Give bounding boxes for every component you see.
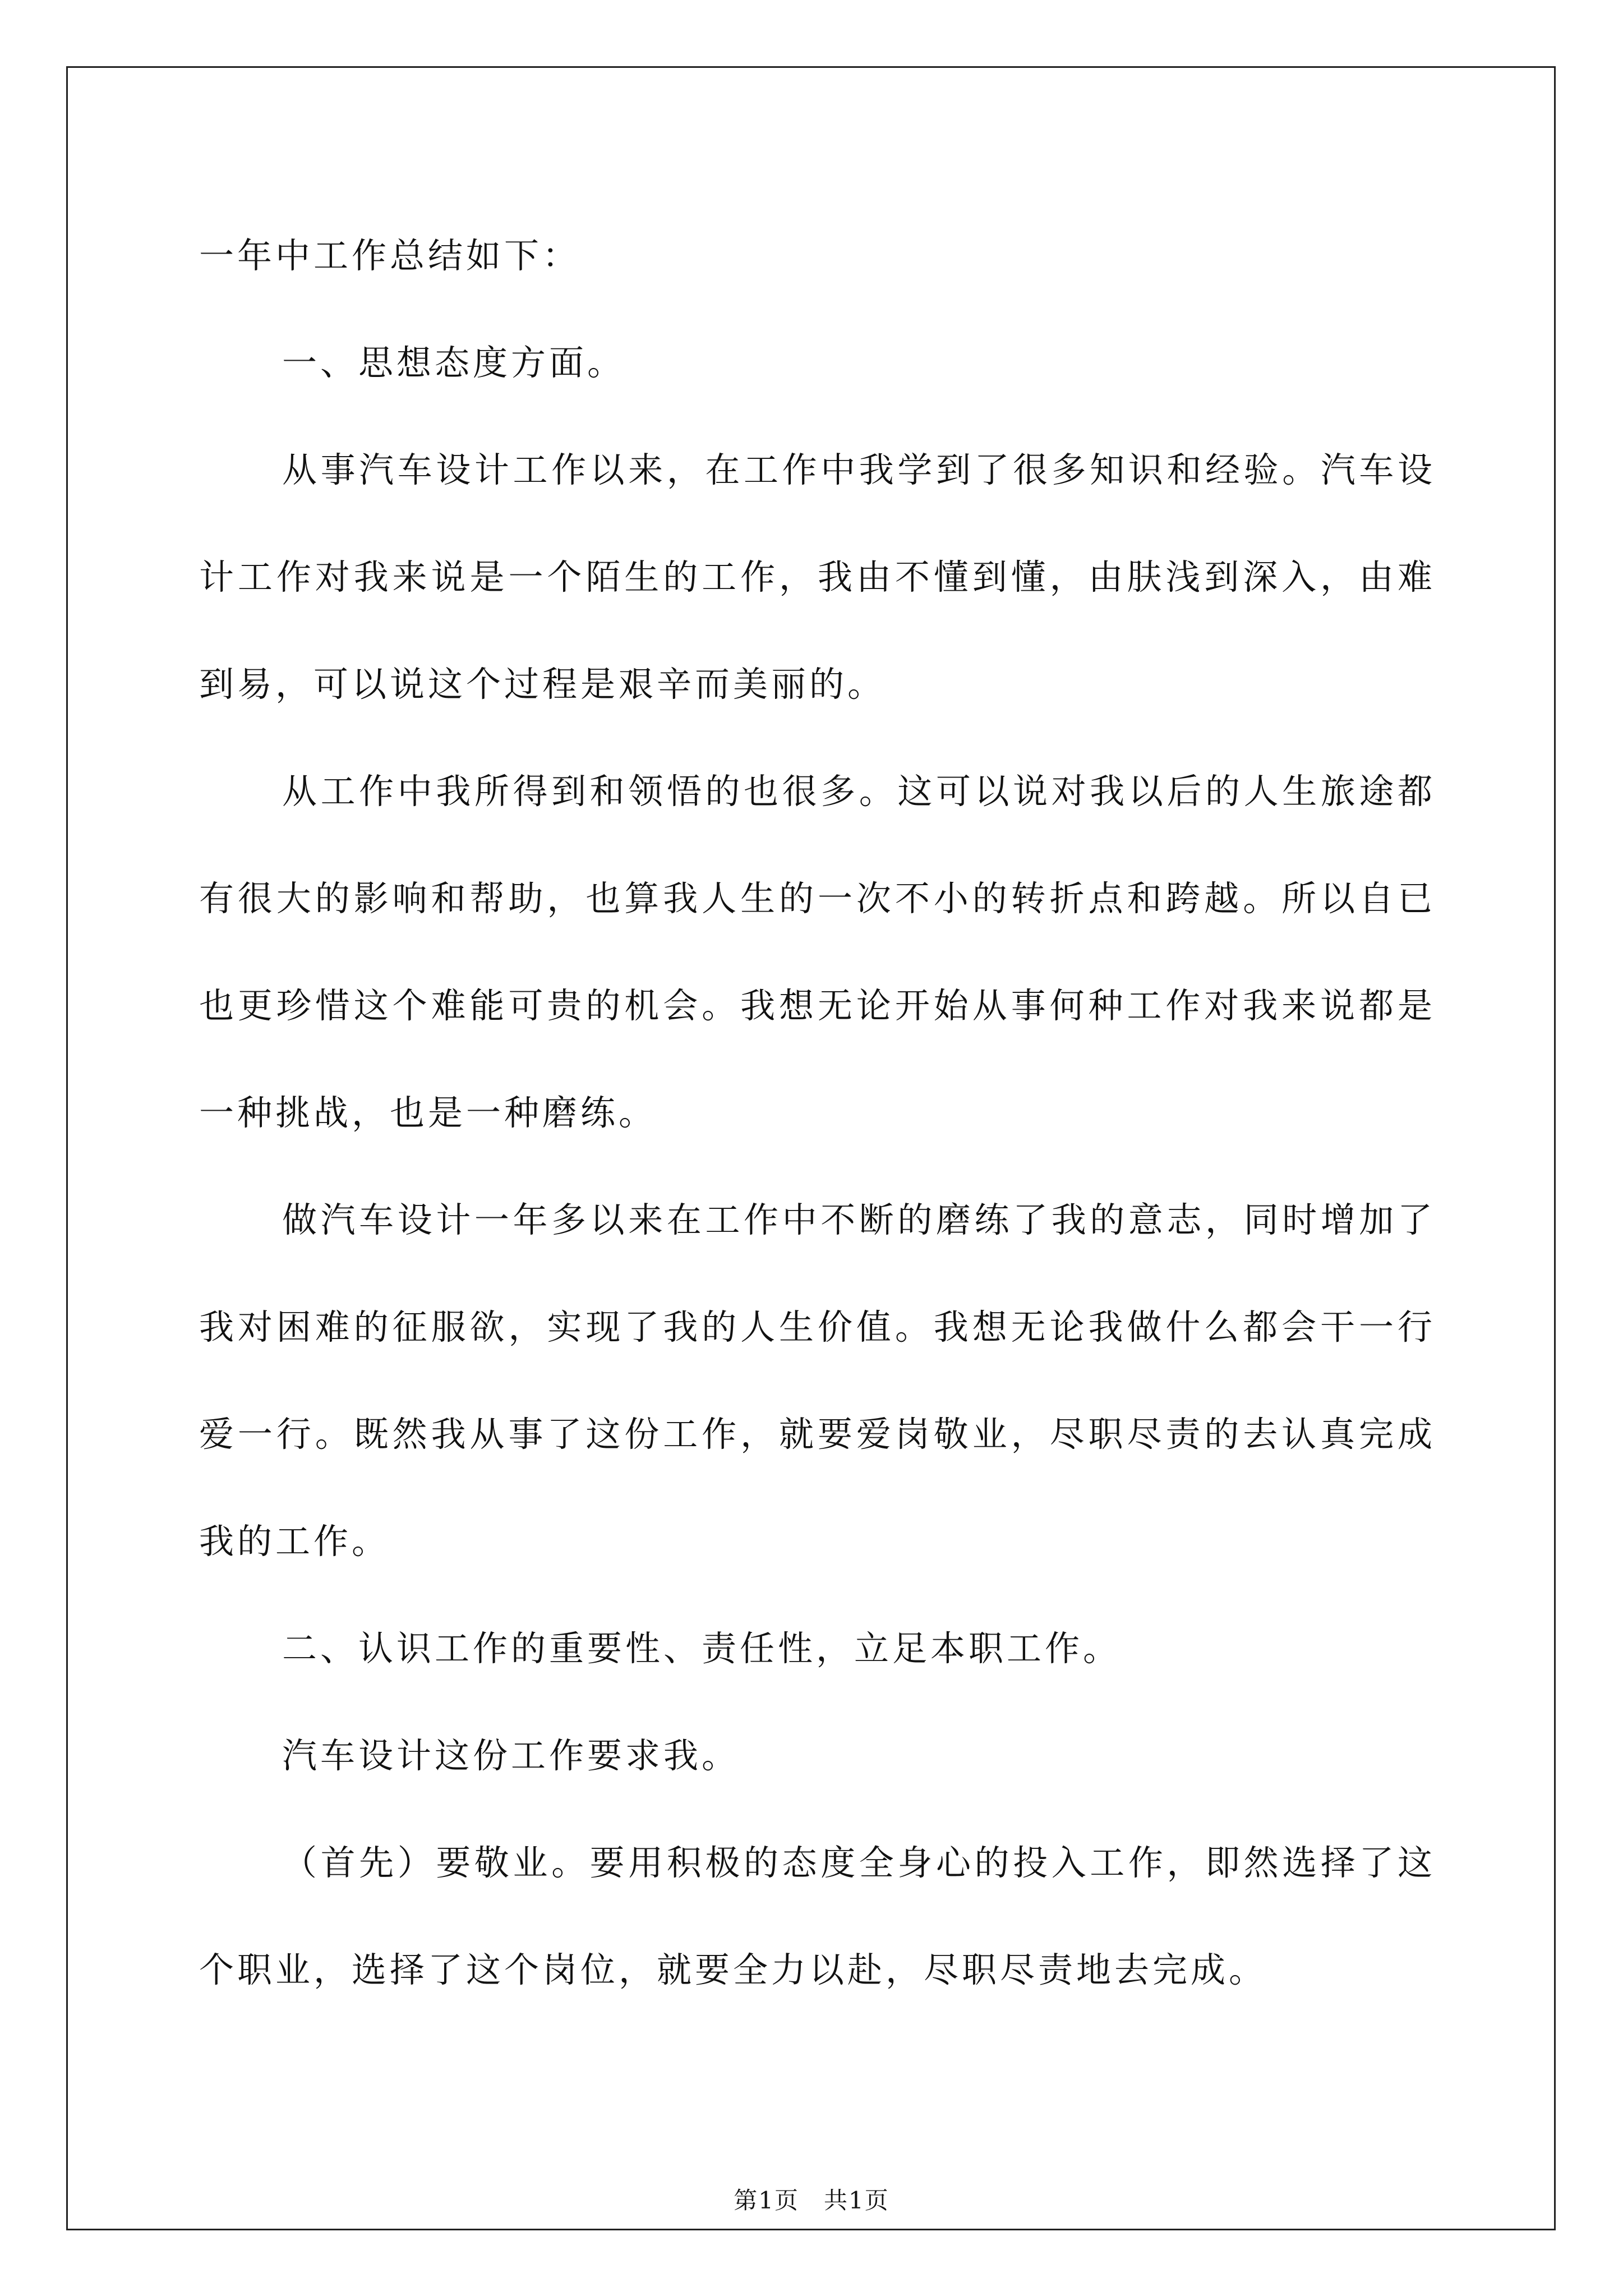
document-body (199, 202, 1436, 2081)
paragraph: 从工作中我所得到和领悟的也很多。这可以说对我以后的人生旅途都有很大的影响和帮助，也算我人生的一次不小的转折点和跨越。所以自已也更珍惜这个难能可贵的机会。我想无论开始从事何种工作对我来说都是一种挑战，也是一种磨练。 (199, 771, 1436, 1133)
paragraph: （首先）要敬业。要用积极的态度全身心的投入工作，即然选择了这个职业，选择了这个岗位，就要全力以赴，尽职尽责地去完成。 (199, 1842, 1436, 1990)
paragraph: 做汽车设计一年多以来在工作中不断的磨练了我的意志，同时增加了我对困难的征服欲，实现了我的人生价值。我想无论我做什么都会干一行爱一行。既然我从事了这份工作，就要爱岗敬业，尽职尽责的去认真完成我的工作。 (199, 1199, 1436, 1562)
paragraph-intro: 一年中工作总结如下： (199, 235, 581, 276)
paragraph: 从事汽车设计工作以来，在工作中我学到了很多知识和经验。汽车设计工作对我来说是一个陌生的工作，我由不懂到懂，由肤浅到深入，由难到易，可以说这个过程是艰辛而美丽的。 (199, 449, 1436, 705)
paragraph: 汽车设计这份工作要求我。 (282, 1735, 740, 1776)
heading-section-2: 二、认识工作的重要性、责任性，立足本职工作。 (282, 1628, 1122, 1669)
page-number-footer: 第1页 共1页 (734, 2187, 889, 2214)
heading-section-1: 一、思想态度方面。 (282, 342, 626, 383)
